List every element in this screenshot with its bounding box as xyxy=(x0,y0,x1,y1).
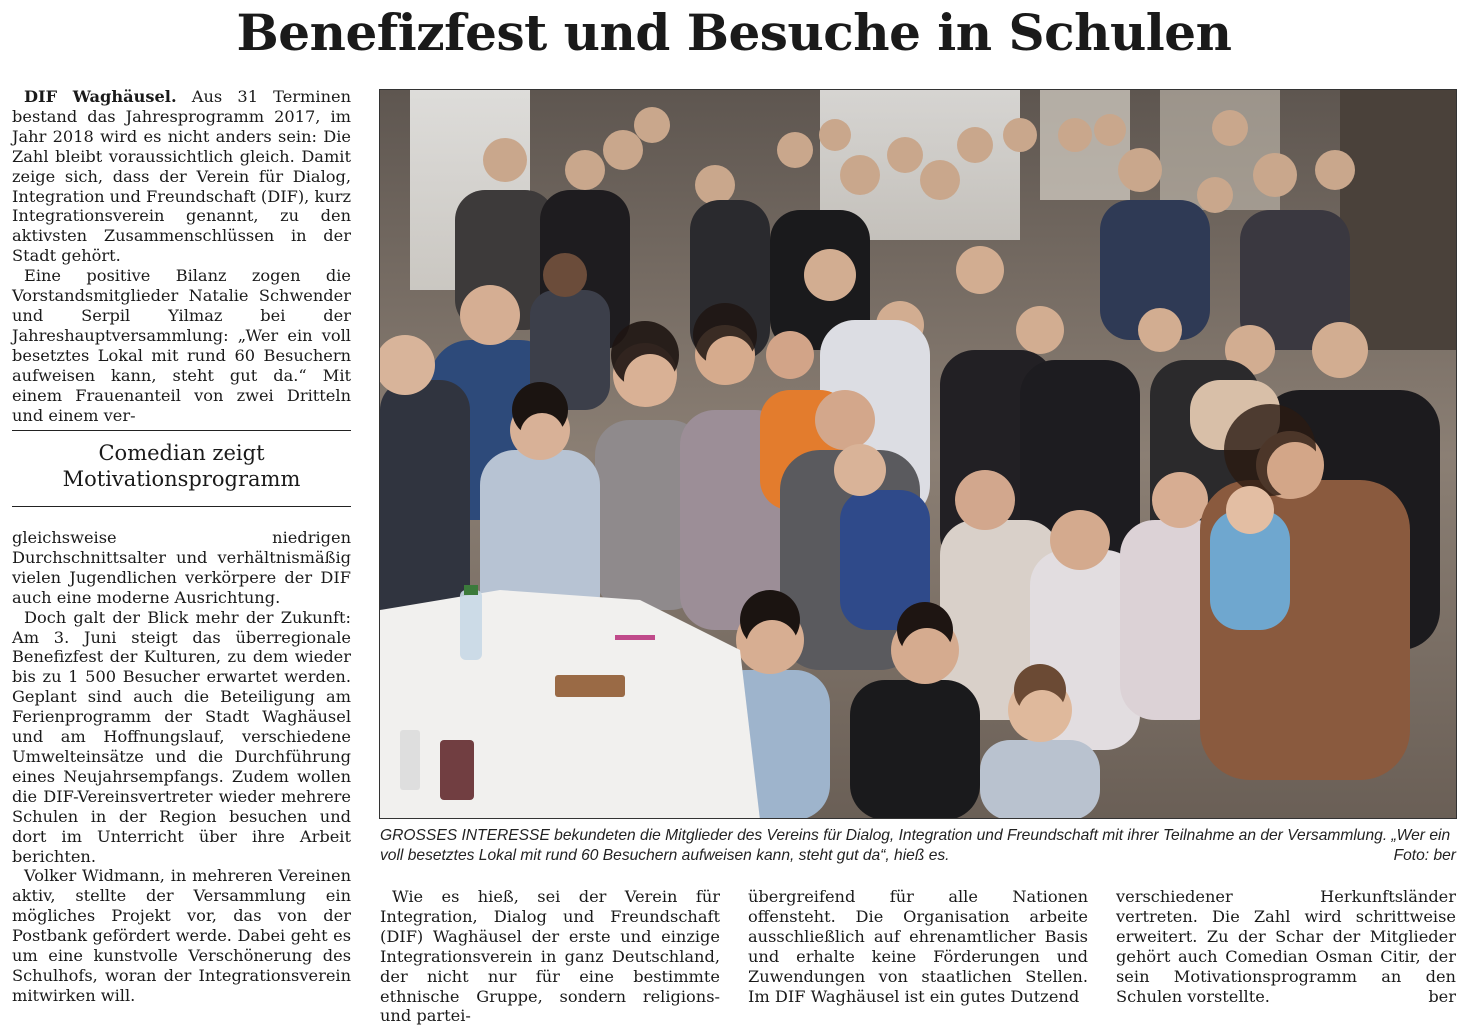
intro-column xyxy=(12,87,351,425)
headline: Benefizfest und Besuche in Schulen xyxy=(236,3,1232,62)
body-column-3 xyxy=(748,887,1088,1006)
body-paragraph: übergreifend für alle Nationen offensteht. Die Organisation arbeite ausschließlich auf ehrenamtlicher Basis und erhalte keine Förderungen und Zuwendungen von staatlichen Stellen. Im DIF Waghäusel ist ein gutes Dutzend xyxy=(748,887,1088,1006)
dateline: DIF Waghäusel. xyxy=(24,87,177,106)
intro-paragraph-2: Eine positive Bilanz zogen die Vorstandsmitglieder Natalie Schwender und Serpil Yilmaz bei der Jahreshauptversammlung: „Wer ein voll besetztes Lokal mit rund 60 Besuchern aufweisen kann, steht gut da.“ Mit einem Frauenanteil von zwei Dritteln und einem ver- xyxy=(12,266,351,425)
subheading xyxy=(12,440,351,492)
group-photo xyxy=(379,89,1457,819)
body-paragraph: Volker Widmann, in mehreren Vereinen aktiv, stellte der Versammlung ein mögliches Projekt vor, das von der Postbank gefördert werde. Dabei geht es um eine kunstvolle Verschönerung des Schulhofs, woran der Integrationsverein mitwirken will. xyxy=(12,866,351,1005)
intro-text: Aus 31 Terminen bestand das Jahresprogramm 2017, im Jahr 2018 wird es nicht anders sein: Die Zahl bleibt voraussichtlich gleich. Damit zeige sich, dass der Verein für Dialog, Integration und Freundschaft (DIF), kurz Integrationsverein genannt, zu den aktivsten Zusammenschlüssen in der Stadt gehört. xyxy=(12,87,351,266)
subheading-line-2: Motivationsprogramm xyxy=(62,467,301,491)
photo-credit: Foto: ber xyxy=(1393,847,1456,864)
body-paragraph: Wie es hieß, sei der Verein für Integration, Dialog und Freundschaft (DIF) Waghäusel der erste und einzige Integrationsverein in ganz Deutschland, der nicht nur für eine bestimmte ethnische Gruppe, sondern religions- und partei- xyxy=(380,887,720,1026)
photo-caption xyxy=(380,826,1456,866)
body-column-1 xyxy=(12,528,351,1006)
closing-text: verschiedener Herkunftsländer vertreten. Die Zahl wird schrittweise erweitert. Zu der Schar der Mitglieder gehört auch Comedian Osman Citir, der sein Motivationsprogramm an den Schulen vorstellte. xyxy=(1116,887,1456,1006)
author-signature: ber xyxy=(1428,986,1456,1006)
group-photo-illustration xyxy=(380,90,1457,819)
body-column-2 xyxy=(380,887,720,1026)
body-paragraph xyxy=(1116,887,1456,1006)
intro-paragraph xyxy=(12,87,351,266)
body-paragraph: Doch galt der Blick mehr der Zukunft: Am 3. Juni steigt das überregionale Benefizfest der Kulturen, zu dem wieder bis zu 1 500 Besucher erwartet werden. Geplant sind auch die Beteiligung am Ferienprogramm der Stadt Waghäusel und am Hoffnungslauf, verschiedene Umwelteinsätze und die Durchführung eines Neujahrsempfangs. Zudem wollen die DIF-Vereinsvertreter wieder mehrere Schulen in der Region besuchen und dort im Unterricht über ihre Arbeit berichten. xyxy=(12,607,351,866)
subhead-rule-bottom xyxy=(12,506,351,507)
body-column-4 xyxy=(1116,887,1456,1006)
caption-text: GROSSES INTERESSE bekundeten die Mitglieder des Vereins für Dialog, Integration und Freundschaft mit ihrer Teilnahme an der Versammlung. „Wer ein voll besetztes Lokal mit rund 60 Besuchern aufweisen kann, steht gut da“, hieß es. xyxy=(380,827,1451,864)
subhead-rule-top xyxy=(12,430,351,431)
body-paragraph: gleichsweise niedrigen Durchschnittsalter und verhältnismäßig vielen Jugendlichen verkörpere der DIF auch eine moderne Ausrichtung. xyxy=(12,528,351,607)
subheading-line-1: Comedian zeigt xyxy=(98,441,265,465)
